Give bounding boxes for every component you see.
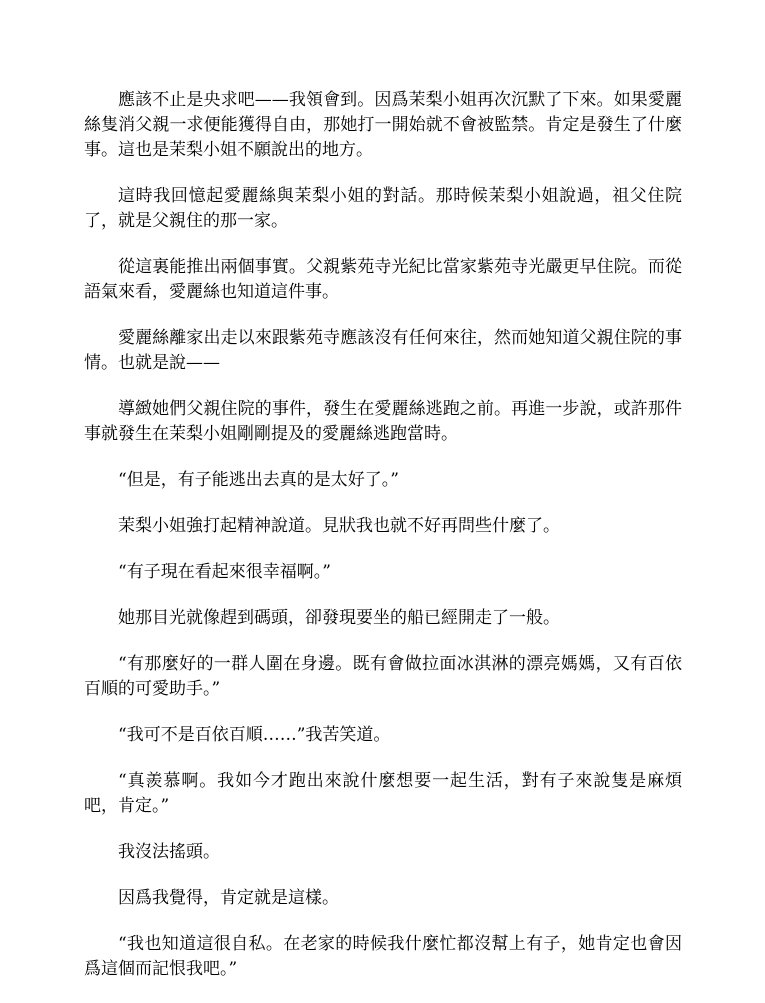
paragraph-15: “我也知道這很自私。在老家的時候我什麼忙都沒幫上有子，她肯定也會因爲這個而記恨我吧。” (84, 934, 682, 979)
paragraph-5: 導緻她們父親住院的事件，發生在愛麗絲逃跑之前。再進一步說，或許那件事就發生在茉梨小姐剛剛提及的愛麗絲逃跑當時。 (84, 399, 682, 444)
paragraph-12: “真羨慕啊。我如今才跑出來說什麼想要一起生活，對有子來說隻是麻煩吧，肯定。” (84, 771, 682, 816)
paragraph-6: “但是，有子能逃出去真的是太好了。” (118, 470, 399, 490)
paragraph-8: “有子現在看起來很幸福啊。” (118, 562, 331, 582)
paragraph-4: 愛麗絲離家出走以來跟紫苑寺應該沒有任何來往，然而她知道父親住院的事情。也就是說—— (84, 328, 682, 373)
paragraph-3: 從這裏能推出兩個事實。父親紫苑寺光紀比當家紫苑寺光嚴更早住院。而從語氣來看，愛麗絲也知道這件事。 (84, 257, 682, 302)
document-page (84, 88, 682, 1003)
paragraph-13: 我沒法搖頭。 (118, 842, 220, 862)
paragraph-9: 她那目光就像趕到碼頭，卻發現要坐的船已經開走了一般。 (118, 608, 560, 628)
paragraph-14: 因爲我覺得，肯定就是這樣。 (118, 888, 339, 908)
paragraph-2: 這時我回憶起愛麗絲與茉梨小姐的對話。那時候茉梨小姐說過，祖父住院了，就是父親住的那一家。 (84, 186, 682, 231)
paragraph-11: “我可不是百依百順……”我苦笑道。 (118, 725, 391, 745)
paragraph-7: 茉梨小姐強打起精神說道。見狀我也就不好再問些什麼了。 (118, 516, 560, 536)
paragraph-10: “有那麼好的一群人圍在身邊。既有會做拉面冰淇淋的漂亮媽媽，又有百依百順的可愛助手。” (84, 654, 682, 699)
paragraph-1: 應該不止是央求吧——我領會到。因爲茉梨小姐再次沉默了下來。如果愛麗絲隻消父親一求便能獲得自由，那她打一開始就不會被監禁。肯定是發生了什麼事。這也是茉梨小姐不願說出的地方。 (84, 90, 682, 160)
